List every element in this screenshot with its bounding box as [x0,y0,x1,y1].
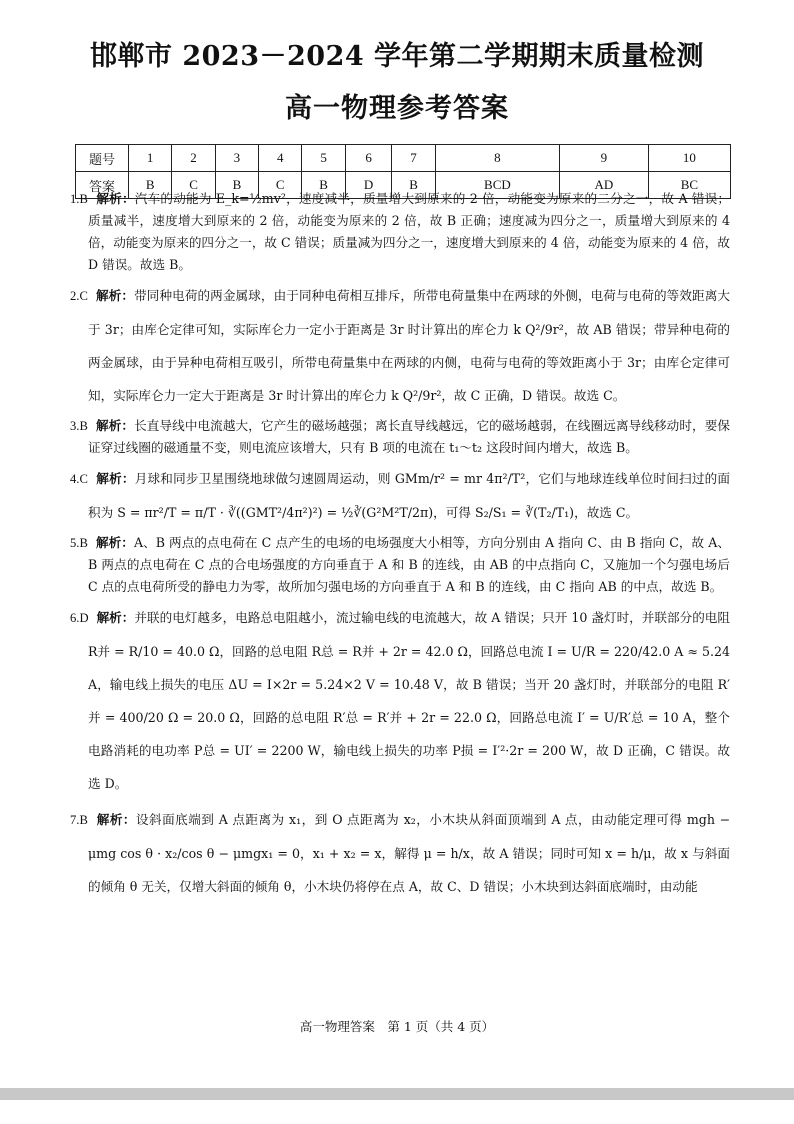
viewer-background [0,1100,794,1124]
table-cell: AD [560,172,649,199]
table-cell: 2 [172,145,215,172]
solution-item-6 [70,601,730,800]
table-cell: C [172,172,215,199]
answer-key: 5.B [70,536,88,550]
table-cell: B [392,172,435,199]
solution-text: A、B 两点的点电荷在 C 点产生的电场的电场强度大小相等，方向分别由 A 指向 C、由 B 指向 C，故 A、B 两点的点电荷在 C 点的合电场强度的方向垂直于 A 和 B 的连线，由 AB 的中点指向 C，又施加一个匀强电场后 C 点的点电荷所受的静电力为零，故所加匀强电场的方向垂直于 A 和 B 的连线，由 C 指向 AB 的中点，故选 B。 [88,535,731,594]
table-cell: 7 [392,145,435,172]
solution-text: 并联的电灯越多，电路总电阻越小，流过输电线的电流越大，故 A 错误；只开 10 盏灯时，并联部分的电阻 R并 = R/10 = 40.0 Ω，回路的总电阻 R总 = R并 + 2r = 42.0 Ω，回路总电流 I = U/R = 220/42.0 A ≈ 5.24 A，输电线上损失的电压 ΔU = I×2r = 5.24×2 V = 10.48 V，故 B 错误；当开 20 盏灯时，并联部分的电阻 R′并 = 400/20 Ω = 20.0 Ω，回路的总电阻 R′总 = R′并 + 2r = 22.0 Ω，回路总电流 I′ = U/R′总 = 10 A，整个电路消耗的电功率 P总 = UI′ = 2200 W，输电线上损失的功率 P损 = I′²·2r = 200 W，故 D 正确，C 错误。故选 D。 [88,610,731,791]
solution-text: 带同种电荷的两金属球，由于同种电荷相互排斥，所带电荷量集中在两球的外侧，电荷与电荷的等效距离大于 3r；由库仑定律可知，实际库仑力一定小于距离是 3r 时计算出的库仑力 k Q²/9r²，故 AB 错误；带异种电荷的两金属球，由于异种电荷相互吸引，所带电荷量集中在两球的内侧，电荷与电荷的等效距离小于 3r；由库仑定律可知，实际库仑力一定大于距离是 3r 时计算出的库仑力 k Q²/9r²，故 C 正确，D 错误。故选 C。 [88,288,731,403]
viewer-scrollbar[interactable] [0,1088,794,1100]
table-cell: 9 [560,145,649,172]
solutions-body [70,188,730,906]
table-cell: 8 [435,145,559,172]
solution-item-4 [70,462,730,529]
table-cell: B [215,172,258,199]
page-subtitle: 高一物理参考答案 [285,93,509,124]
table-cell: 4 [259,145,302,172]
table-cell: B [302,172,345,199]
answer-key: 2.C [70,289,88,303]
table-cell: BCD [435,172,559,199]
analysis-label: 解析： [95,535,134,550]
row-label-answer: 答案 [76,172,129,199]
answer-key: 4.C [70,472,88,486]
solution-text: 长直导线中电流越大，它产生的磁场越强；离长直导线越远，它的磁场越弱，在线圈远离导线移动时，要保证穿过线圈的磁通量不变，则电流应该增大，只有 B 项的电流在 t₁～t₂ 这段时间内增大，故选 B。 [88,418,731,455]
solution-item-5 [70,532,730,598]
table-cell: 1 [129,145,172,172]
table-cell: 6 [345,145,392,172]
analysis-label: 解析： [96,812,136,827]
solution-text: 设斜面底端到 A 点距离为 x₁，到 O 点距离为 x₂，小木块从斜面顶端到 A 点，由动能定理可得 mgh − μmg cos θ · x₂/cos θ − μmgx₁ = 0，x₁ + x₂ = x，解得 μ = h/x，故 A 错误；同时可知 x = h/μ，故 x 与斜面的倾角 θ 无关，仅增大斜面的倾角 θ，小木块仍将停在点 A，故 C、D 错误；小木块到达斜面底端时，由动能 [88,812,730,894]
answer-key: 3.B [70,419,88,433]
solution-text: 月球和同步卫星围绕地球做匀速圆周运动，则 GMm/r² = mr 4π²/T²，它们与地球连线单位时间扫过的面积为 S = πr²/T = π/T · ∛((GMT²/4π²)²) = ½∛(G²M²T/2π)，可得 S₂/S₁ = ∛(T₂/T₁)，故选 C。 [88,471,731,520]
table-cell: C [259,172,302,199]
answer-key: 7.B [70,813,88,827]
answer-key: 6.D [70,611,89,625]
analysis-label: 解析： [96,191,135,206]
table-row-numbers [76,145,731,172]
table-cell: B [129,172,172,199]
solution-text: 汽车的动能为 E_k=½mv²，速度减半，质量增大到原来的 2 倍，动能变为原来的二分之一，故 A 错误；质量减半，速度增大到原来的 2 倍，动能变为原来的 2 倍，故 B 正确；速度减为四分之一，质量增大到原来的 4 倍，动能变为原来的四分之一，故 C 错误；质量减为四分之一，速度增大到原来的 4 倍，动能变为原来的 4 倍，故 D 错误。故选 B。 [88,191,730,272]
table-cell: 5 [302,145,345,172]
table-cell: 3 [215,145,258,172]
analysis-label: 解析： [96,418,135,433]
solution-item-3 [70,415,730,459]
answer-key: 1.B [70,192,88,206]
analysis-label: 解析： [96,610,135,625]
solution-item-1 [70,188,730,276]
table-cell: D [345,172,392,199]
table-cell: 10 [648,145,730,172]
row-label-question: 题号 [76,145,129,172]
analysis-label: 解析： [96,471,135,486]
page-title: 邯郸市 2023－2024 学年第二学期期末质量检测 [89,41,705,72]
solution-item-2 [70,279,730,412]
table-cell: BC [648,172,730,199]
page-footer: 高一物理答案 第 1 页（共 4 页） [299,1019,495,1034]
analysis-label: 解析： [96,288,135,303]
solution-item-7 [70,803,730,903]
